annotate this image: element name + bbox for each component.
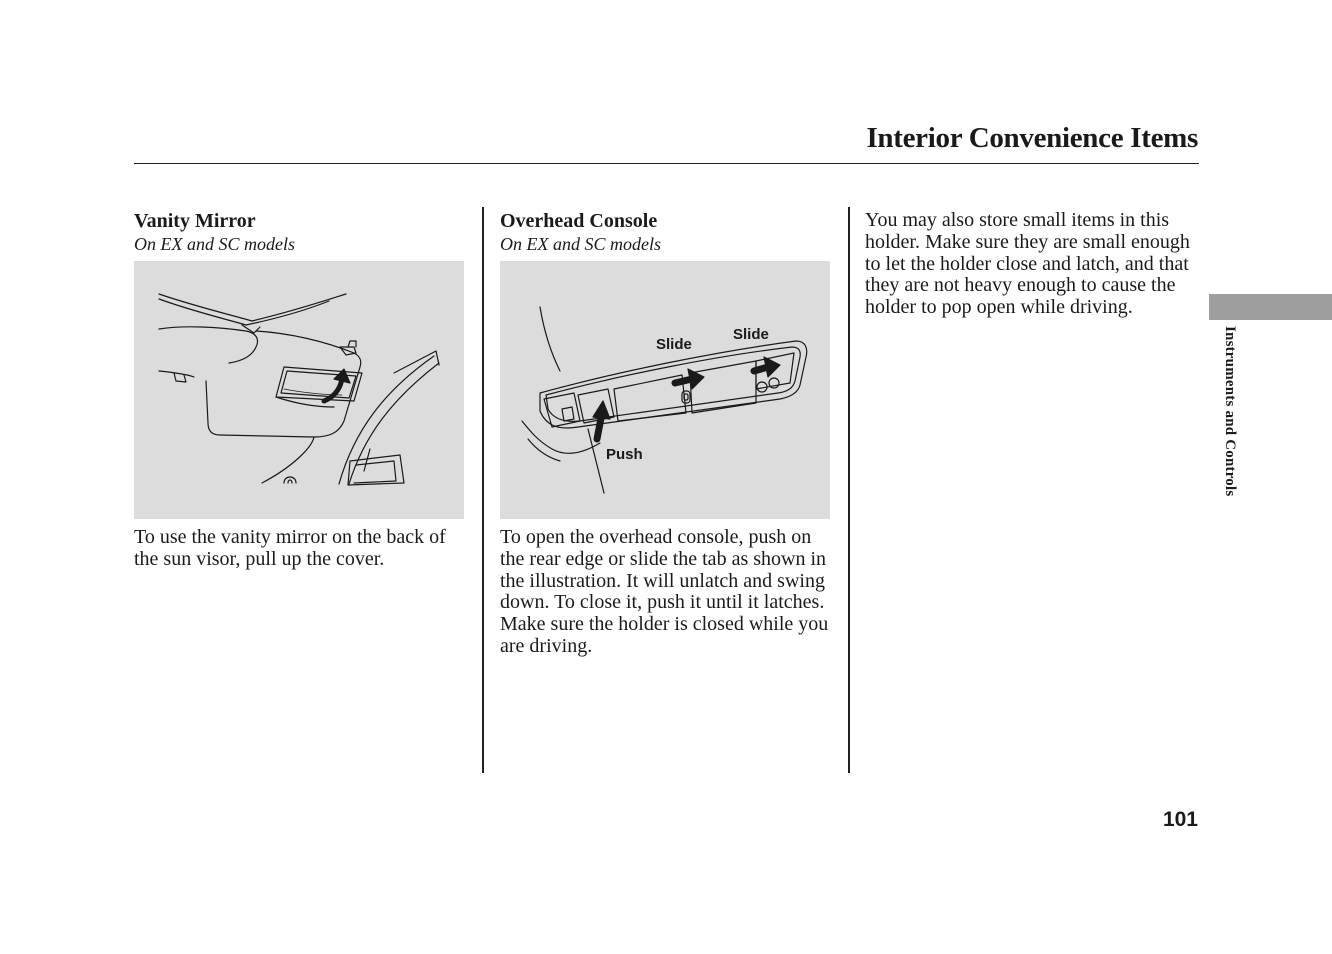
vanity-mirror-subheading: On EX and SC models (134, 234, 295, 254)
overhead-console-subheading: On EX and SC models (500, 234, 661, 254)
page-number: 101 (1162, 808, 1198, 831)
column-divider-1 (482, 207, 484, 773)
overhead-console-heading: Overhead Console (500, 210, 658, 232)
push-label: Push (606, 446, 643, 463)
column-divider-2 (848, 207, 850, 773)
slide-label-1: Slide (656, 336, 692, 353)
title-rule (134, 163, 1199, 164)
overhead-console-illustration (500, 261, 830, 519)
vanity-mirror-body: To use the vanity mirror on the back of the sun visor, pull up the cover. (134, 526, 446, 570)
vanity-mirror-section (134, 208, 466, 571)
storage-note-body: You may also store small items in this holder. Make sure they are small enough to let the holder close and latch, and that they are not heavy enough to cause the holder to pop open while driving. (865, 209, 1190, 319)
vanity-mirror-illustration (134, 261, 464, 519)
overhead-console-body: To open the overhead console, push on the rear edge or slide the tab as shown in the illustration. It will unlatch and swing down. To close it, push it until it latches. Make sure the holder is closed while you are driving. (500, 526, 829, 657)
page-title: Interior Convenience Items (866, 122, 1198, 154)
section-tab-label: Instruments and Controls (1222, 326, 1238, 497)
section-tab-marker (1209, 294, 1332, 320)
storage-note-section (865, 208, 1205, 319)
vanity-mirror-heading: Vanity Mirror (134, 210, 256, 232)
slide-label-2: Slide (733, 326, 769, 343)
overhead-console-section (500, 208, 832, 658)
